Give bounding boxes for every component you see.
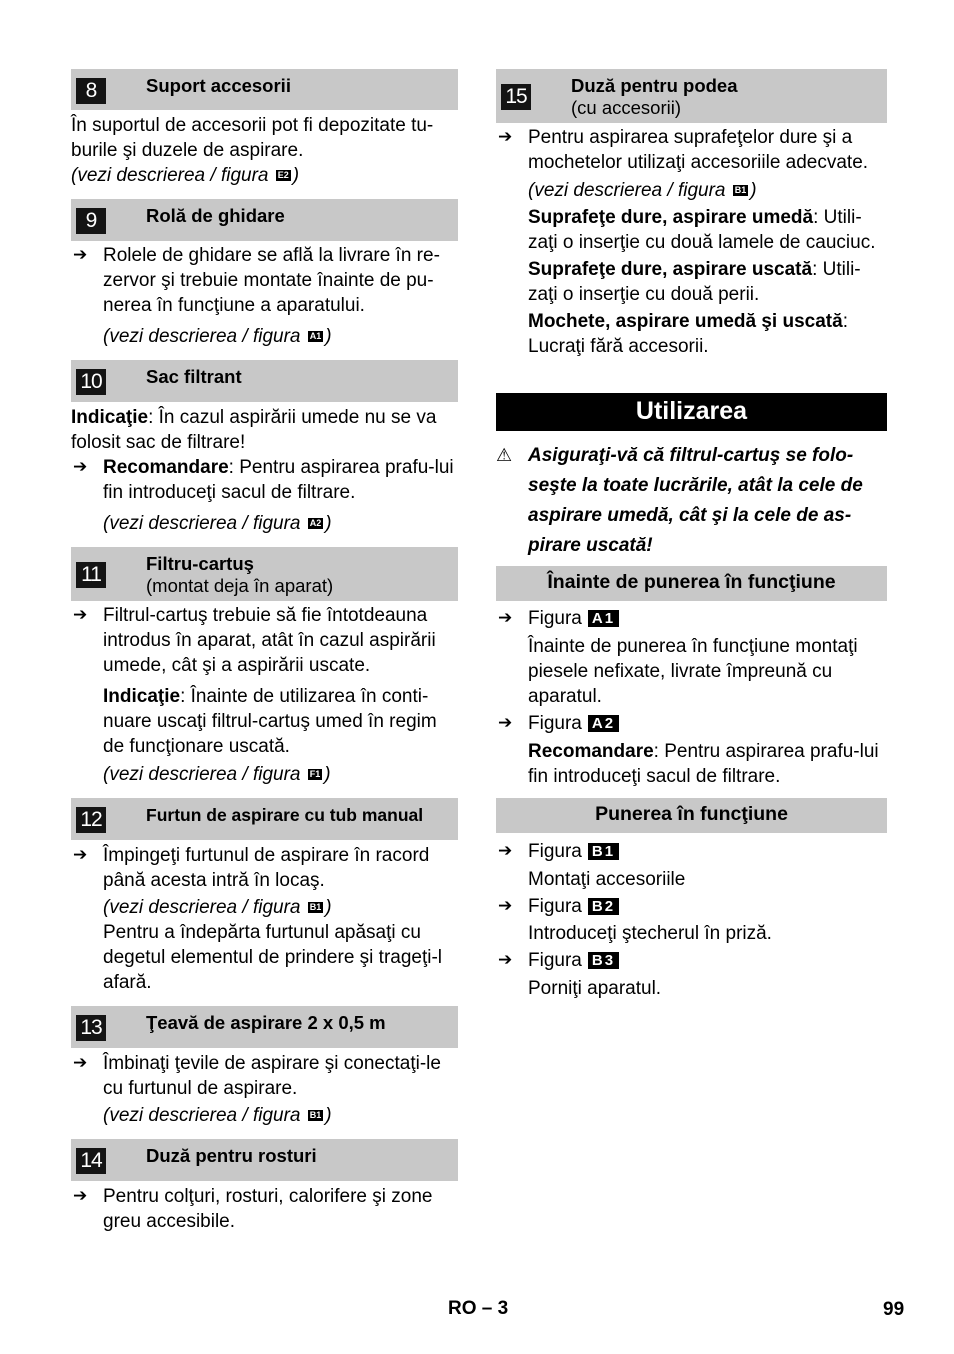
figure-reference: (vezi descrierea / figura A1 ) — [103, 326, 332, 347]
left-column — [71, 69, 458, 1234]
figure-badge: F1 — [309, 769, 321, 780]
paragraph: Pentru a îndepărta furtunul apăsaţi cu degetul elementul de prindere şi trageţi-l afară. — [103, 922, 443, 993]
section-title: Filtru-cartuş (montat deja în aparat) — [146, 553, 334, 596]
figure-step: ➔ Figura B3 — [496, 948, 887, 973]
figure-badge: A1 — [309, 331, 322, 342]
section-footer: RO – 3 — [448, 1298, 509, 1319]
section-number: 11 — [76, 562, 106, 588]
section-header — [496, 69, 887, 123]
figure-badge: E2 — [277, 170, 289, 181]
figure-badge: A2 — [588, 715, 619, 732]
figure-reference: (vezi descrierea / figura B1 ) — [103, 897, 332, 918]
section-title: Ţeavă de aspirare 2 x 0,5 m — [146, 1012, 386, 1033]
figure-step: ➔ Figura A2 — [496, 711, 887, 736]
section-header — [71, 1006, 458, 1048]
section-title: Sac filtrant — [146, 366, 242, 387]
section-number: 8 — [76, 78, 106, 104]
paragraph: Introduceţi ştecherul în priză. — [528, 923, 772, 944]
paragraph: Porniţi aparatul. — [528, 978, 662, 999]
paragraph: Montaţi accesoriile — [528, 869, 686, 890]
section-number: 12 — [76, 807, 106, 833]
figure-reference: (vezi descrierea / figura E2 ) — [71, 165, 300, 186]
section-number: 14 — [76, 1148, 106, 1174]
section-title: Duză pentru podea (cu accesorii) — [571, 75, 738, 118]
bullet-item: ➔ Recomandare: Pentru aspirarea prafu-lui fin introduceţi sacul de filtrare. — [71, 455, 458, 505]
subsection-heading: Punerea în funcţiune — [496, 798, 887, 833]
figure-badge: B1 — [309, 902, 322, 913]
figure-badge: B1 — [309, 1110, 322, 1121]
paragraph: Recomandare: Pentru aspirarea prafu-lui fin introduceţi sacul de filtrare. — [528, 741, 879, 787]
section-number: 13 — [76, 1015, 106, 1041]
section-header — [71, 798, 458, 840]
section-header — [71, 360, 458, 402]
figure-badge: B3 — [588, 952, 619, 969]
figure-step: ➔ Figura B2 — [496, 894, 887, 919]
section-title: Furtun de aspirare cu tub manual — [146, 805, 424, 825]
figure-step: ➔ Figura B1 — [496, 839, 887, 864]
paragraph: Suprafeţe dure, aspirare uscată: Utili-zaţi o inserţie cu două perii. — [528, 259, 861, 305]
section-title: Rolă de ghidare — [146, 205, 285, 226]
bullet-item: ➔ Pentru aspirarea suprafeţelor dure şi a mochetelor utilizaţi accesoriile adecvate. — [496, 125, 887, 175]
bullet-item: ➔ Împingeţi furtunul de aspirare în racord până acesta intră în locaş. — [71, 843, 458, 893]
bullet-item: ➔ Îmbinaţi ţevile de aspirare şi conectaţi-le cu furtunul de aspirare. — [71, 1051, 458, 1101]
section-title: Suport accesorii — [146, 75, 291, 96]
note: Indicaţie: În cazul aspirării umede nu se va folosit sac de filtrare! — [71, 407, 437, 453]
section-number: 10 — [76, 369, 106, 395]
section-number: 15 — [501, 84, 531, 110]
note: Indicaţie: Înainte de utilizarea în conti-nuare uscaţi filtrul-cartuş umed în regim de funcţionare uscată. — [103, 686, 437, 757]
section-header — [71, 1139, 458, 1181]
figure-badge: B1 — [588, 843, 619, 860]
section-number: 9 — [76, 208, 106, 234]
figure-reference: (vezi descrierea / figura B1 ) — [103, 1105, 332, 1126]
section-header — [71, 547, 458, 601]
figure-step: ➔ Figura A1 — [496, 606, 887, 631]
paragraph: Mochete, aspirare umedă şi uscată: Lucraţi fără accesorii. — [528, 311, 848, 357]
bullet-item: ➔ Pentru colţuri, rosturi, calorifere şi zone greu accesibile. — [71, 1184, 458, 1234]
bullet-item: ➔ Rolele de ghidare se află la livrare în re-zervor şi trebuie montate înainte de pu-nerea în funcţiune a aparatului. — [71, 243, 458, 318]
page-number: 99 — [883, 1299, 905, 1320]
bullet-item: ➔ Filtrul-cartuş trebuie să fie întotdeauna introdus în aparat, atât în cazul aspirării umede, cât şi a aspirării uscate. — [71, 603, 458, 678]
section-header — [71, 199, 458, 241]
warning-text: ⚠ Asiguraţi-vă că filtrul-cartuş se folo-seşte la toate lucrările, atât la cele de aspirare umedă, cât şi la cele de as-pirare uscată! — [496, 441, 887, 561]
paragraph: În suportul de accesorii pot fi depozitate tu-burile şi duzele de aspirare. — [71, 115, 434, 161]
section-header — [71, 69, 458, 110]
chapter-heading: Utilizarea — [496, 393, 887, 431]
figure-badge: A1 — [588, 610, 619, 627]
subsection-heading: Înainte de punerea în funcţiune — [496, 566, 887, 601]
paragraph: Înainte de punerea în funcţiune montaţi piesele nefixate, livrate împreună cu aparatul. — [528, 636, 858, 707]
figure-badge: A2 — [309, 518, 322, 529]
figure-badge: B2 — [588, 898, 619, 915]
figure-reference: (vezi descrierea / figura B1 ) — [528, 180, 757, 201]
right-column — [496, 69, 887, 1001]
section-title: Duză pentru rosturi — [146, 1145, 317, 1166]
figure-badge: B1 — [734, 185, 747, 196]
figure-reference: (vezi descrierea / figura A2 ) — [103, 513, 332, 534]
paragraph: Suprafeţe dure, aspirare umedă: Utili-zaţi o inserţie cu două lamele de cauciuc. — [528, 207, 876, 253]
figure-reference: (vezi descrierea / figura F1 ) — [103, 764, 331, 785]
